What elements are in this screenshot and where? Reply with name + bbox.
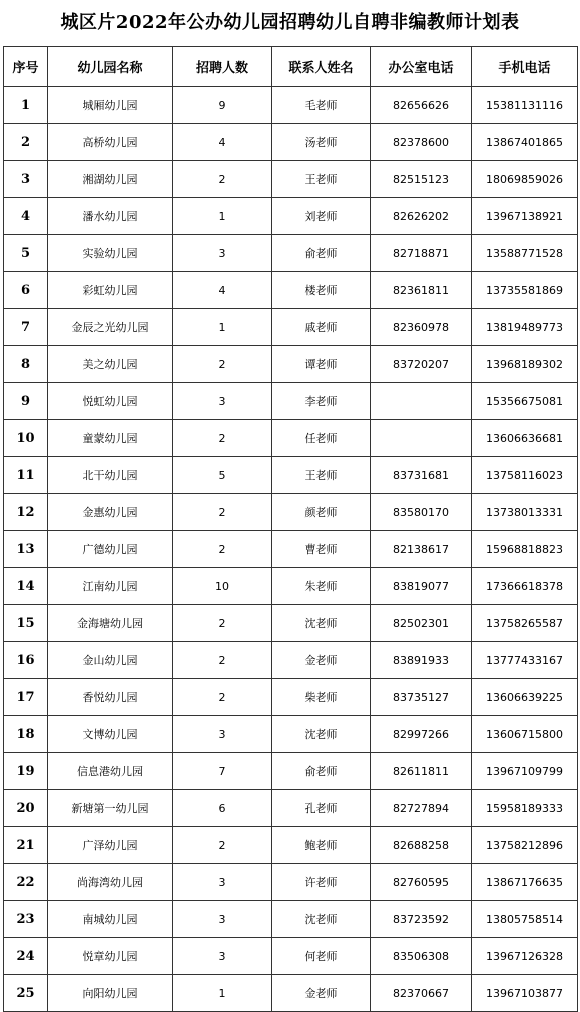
cell-seq: 4 xyxy=(4,198,48,235)
table-row xyxy=(4,901,578,938)
cell-mobile-phone: 15958189333 xyxy=(472,790,578,827)
cell-seq: 19 xyxy=(4,753,48,790)
cell-kindergarten-name: 江南幼儿园 xyxy=(48,568,173,605)
cell-mobile-phone: 13606715800 xyxy=(472,716,578,753)
cell-mobile-phone: 13777433167 xyxy=(472,642,578,679)
cell-contact-name: 柴老师 xyxy=(272,679,371,716)
table-row xyxy=(4,975,578,1012)
cell-mobile-phone: 13606639225 xyxy=(472,679,578,716)
cell-mobile-phone: 13967138921 xyxy=(472,198,578,235)
header-seq: 序号 xyxy=(4,47,48,87)
cell-recruit-count: 7 xyxy=(173,753,272,790)
cell-office-phone: 83735127 xyxy=(371,679,472,716)
cell-mobile-phone: 18069859026 xyxy=(472,161,578,198)
cell-seq: 5 xyxy=(4,235,48,272)
cell-mobile-phone: 15356675081 xyxy=(472,383,578,420)
header-mobile-phone: 手机电话 xyxy=(472,47,578,87)
cell-kindergarten-name: 城厢幼儿园 xyxy=(48,87,173,124)
cell-contact-name: 刘老师 xyxy=(272,198,371,235)
cell-kindergarten-name: 悦章幼儿园 xyxy=(48,938,173,975)
cell-mobile-phone: 13606636681 xyxy=(472,420,578,457)
table-row xyxy=(4,938,578,975)
cell-contact-name: 谭老师 xyxy=(272,346,371,383)
page-title: 城区片2022年公办幼儿园招聘幼儿自聘非编教师计划表 xyxy=(60,12,520,33)
cell-mobile-phone: 13758212896 xyxy=(472,827,578,864)
table-row xyxy=(4,494,578,531)
table-row xyxy=(4,272,578,309)
cell-mobile-phone: 15968818823 xyxy=(472,531,578,568)
table-row xyxy=(4,605,578,642)
cell-office-phone: 82611811 xyxy=(371,753,472,790)
cell-recruit-count: 1 xyxy=(173,975,272,1012)
cell-office-phone: 82727894 xyxy=(371,790,472,827)
cell-office-phone: 83720207 xyxy=(371,346,472,383)
cell-mobile-phone: 15381131116 xyxy=(472,87,578,124)
cell-office-phone xyxy=(371,383,472,420)
table-row xyxy=(4,457,578,494)
cell-contact-name: 颜老师 xyxy=(272,494,371,531)
cell-contact-name: 金老师 xyxy=(272,642,371,679)
cell-office-phone: 82760595 xyxy=(371,864,472,901)
cell-mobile-phone: 13967109799 xyxy=(472,753,578,790)
cell-seq: 23 xyxy=(4,901,48,938)
cell-contact-name: 许老师 xyxy=(272,864,371,901)
table-row xyxy=(4,346,578,383)
cell-kindergarten-name: 美之幼儿园 xyxy=(48,346,173,383)
cell-seq: 1 xyxy=(4,87,48,124)
cell-mobile-phone: 13867401865 xyxy=(472,124,578,161)
cell-kindergarten-name: 金惠幼儿园 xyxy=(48,494,173,531)
cell-seq: 7 xyxy=(4,309,48,346)
table-row xyxy=(4,87,578,124)
cell-contact-name: 王老师 xyxy=(272,457,371,494)
cell-seq: 21 xyxy=(4,827,48,864)
table-row xyxy=(4,716,578,753)
cell-kindergarten-name: 高桥幼儿园 xyxy=(48,124,173,161)
header-recruit-count: 招聘人数 xyxy=(173,47,272,87)
cell-contact-name: 王老师 xyxy=(272,161,371,198)
table-row xyxy=(4,198,578,235)
table-row xyxy=(4,642,578,679)
cell-recruit-count: 3 xyxy=(173,901,272,938)
cell-office-phone: 83891933 xyxy=(371,642,472,679)
cell-office-phone: 83723592 xyxy=(371,901,472,938)
cell-office-phone: 83580170 xyxy=(371,494,472,531)
cell-recruit-count: 2 xyxy=(173,531,272,568)
cell-recruit-count: 5 xyxy=(173,457,272,494)
cell-recruit-count: 2 xyxy=(173,642,272,679)
cell-contact-name: 曹老师 xyxy=(272,531,371,568)
cell-seq: 14 xyxy=(4,568,48,605)
cell-contact-name: 何老师 xyxy=(272,938,371,975)
cell-recruit-count: 2 xyxy=(173,420,272,457)
cell-contact-name: 沈老师 xyxy=(272,901,371,938)
cell-seq: 16 xyxy=(4,642,48,679)
cell-seq: 17 xyxy=(4,679,48,716)
cell-office-phone: 83731681 xyxy=(371,457,472,494)
cell-seq: 13 xyxy=(4,531,48,568)
cell-seq: 12 xyxy=(4,494,48,531)
cell-recruit-count: 9 xyxy=(173,87,272,124)
cell-mobile-phone: 13867176635 xyxy=(472,864,578,901)
cell-contact-name: 汤老师 xyxy=(272,124,371,161)
cell-seq: 18 xyxy=(4,716,48,753)
cell-seq: 2 xyxy=(4,124,48,161)
table-row xyxy=(4,383,578,420)
cell-contact-name: 鲍老师 xyxy=(272,827,371,864)
cell-contact-name: 俞老师 xyxy=(272,235,371,272)
table-row xyxy=(4,124,578,161)
recruitment-table xyxy=(3,46,578,1012)
header-kindergarten-name: 幼儿园名称 xyxy=(48,47,173,87)
cell-contact-name: 金老师 xyxy=(272,975,371,1012)
cell-kindergarten-name: 潘水幼儿园 xyxy=(48,198,173,235)
cell-recruit-count: 2 xyxy=(173,605,272,642)
cell-recruit-count: 1 xyxy=(173,309,272,346)
cell-recruit-count: 2 xyxy=(173,494,272,531)
header-contact-name: 联系人姓名 xyxy=(272,47,371,87)
cell-contact-name: 沈老师 xyxy=(272,605,371,642)
cell-contact-name: 李老师 xyxy=(272,383,371,420)
header-office-phone: 办公室电话 xyxy=(371,47,472,87)
cell-kindergarten-name: 湘湖幼儿园 xyxy=(48,161,173,198)
cell-contact-name: 俞老师 xyxy=(272,753,371,790)
cell-recruit-count: 1 xyxy=(173,198,272,235)
table-row xyxy=(4,309,578,346)
cell-contact-name: 戚老师 xyxy=(272,309,371,346)
cell-contact-name: 毛老师 xyxy=(272,87,371,124)
cell-recruit-count: 3 xyxy=(173,383,272,420)
cell-kindergarten-name: 广泽幼儿园 xyxy=(48,827,173,864)
table-row xyxy=(4,790,578,827)
cell-contact-name: 楼老师 xyxy=(272,272,371,309)
cell-recruit-count: 4 xyxy=(173,124,272,161)
cell-contact-name: 任老师 xyxy=(272,420,371,457)
table-row xyxy=(4,531,578,568)
cell-recruit-count: 3 xyxy=(173,938,272,975)
cell-kindergarten-name: 广德幼儿园 xyxy=(48,531,173,568)
cell-kindergarten-name: 尚海湾幼儿园 xyxy=(48,864,173,901)
table-row xyxy=(4,753,578,790)
cell-contact-name: 朱老师 xyxy=(272,568,371,605)
cell-kindergarten-name: 金海塘幼儿园 xyxy=(48,605,173,642)
table-row xyxy=(4,420,578,457)
cell-contact-name: 孔老师 xyxy=(272,790,371,827)
cell-mobile-phone: 13758116023 xyxy=(472,457,578,494)
cell-office-phone: 82626202 xyxy=(371,198,472,235)
cell-kindergarten-name: 悦虹幼儿园 xyxy=(48,383,173,420)
table-row xyxy=(4,827,578,864)
cell-seq: 20 xyxy=(4,790,48,827)
cell-office-phone: 82360978 xyxy=(371,309,472,346)
cell-mobile-phone: 17366618378 xyxy=(472,568,578,605)
cell-seq: 3 xyxy=(4,161,48,198)
cell-seq: 22 xyxy=(4,864,48,901)
cell-kindergarten-name: 文博幼儿园 xyxy=(48,716,173,753)
cell-seq: 9 xyxy=(4,383,48,420)
cell-mobile-phone: 13968189302 xyxy=(472,346,578,383)
cell-seq: 6 xyxy=(4,272,48,309)
cell-office-phone: 82138617 xyxy=(371,531,472,568)
table-row xyxy=(4,679,578,716)
cell-recruit-count: 2 xyxy=(173,346,272,383)
cell-recruit-count: 3 xyxy=(173,235,272,272)
cell-kindergarten-name: 新塘第一幼儿园 xyxy=(48,790,173,827)
cell-kindergarten-name: 童蒙幼儿园 xyxy=(48,420,173,457)
cell-recruit-count: 3 xyxy=(173,716,272,753)
table-body xyxy=(4,87,578,1012)
cell-recruit-count: 10 xyxy=(173,568,272,605)
cell-seq: 8 xyxy=(4,346,48,383)
cell-seq: 10 xyxy=(4,420,48,457)
cell-office-phone xyxy=(371,420,472,457)
cell-recruit-count: 6 xyxy=(173,790,272,827)
cell-recruit-count: 3 xyxy=(173,864,272,901)
cell-mobile-phone: 13805758514 xyxy=(472,901,578,938)
table-header-row xyxy=(4,47,578,87)
cell-mobile-phone: 13967126328 xyxy=(472,938,578,975)
cell-office-phone: 82370667 xyxy=(371,975,472,1012)
table-row xyxy=(4,161,578,198)
cell-kindergarten-name: 金山幼儿园 xyxy=(48,642,173,679)
cell-mobile-phone: 13738013331 xyxy=(472,494,578,531)
cell-office-phone: 82656626 xyxy=(371,87,472,124)
cell-kindergarten-name: 向阳幼儿园 xyxy=(48,975,173,1012)
cell-seq: 25 xyxy=(4,975,48,1012)
cell-mobile-phone: 13735581869 xyxy=(472,272,578,309)
cell-kindergarten-name: 彩虹幼儿园 xyxy=(48,272,173,309)
cell-kindergarten-name: 北干幼儿园 xyxy=(48,457,173,494)
cell-kindergarten-name: 实验幼儿园 xyxy=(48,235,173,272)
cell-office-phone: 82515123 xyxy=(371,161,472,198)
cell-recruit-count: 2 xyxy=(173,161,272,198)
cell-contact-name: 沈老师 xyxy=(272,716,371,753)
cell-kindergarten-name: 金辰之光幼儿园 xyxy=(48,309,173,346)
cell-kindergarten-name: 南城幼儿园 xyxy=(48,901,173,938)
cell-mobile-phone: 13758265587 xyxy=(472,605,578,642)
cell-mobile-phone: 13588771528 xyxy=(472,235,578,272)
cell-recruit-count: 2 xyxy=(173,679,272,716)
cell-recruit-count: 4 xyxy=(173,272,272,309)
cell-office-phone: 82502301 xyxy=(371,605,472,642)
cell-recruit-count: 2 xyxy=(173,827,272,864)
table-row xyxy=(4,235,578,272)
cell-office-phone: 83819077 xyxy=(371,568,472,605)
cell-office-phone: 82688258 xyxy=(371,827,472,864)
cell-seq: 15 xyxy=(4,605,48,642)
cell-office-phone: 83506308 xyxy=(371,938,472,975)
cell-kindergarten-name: 香悦幼儿园 xyxy=(48,679,173,716)
cell-mobile-phone: 13967103877 xyxy=(472,975,578,1012)
cell-kindergarten-name: 信息港幼儿园 xyxy=(48,753,173,790)
cell-office-phone: 82997266 xyxy=(371,716,472,753)
cell-seq: 24 xyxy=(4,938,48,975)
table-row xyxy=(4,568,578,605)
cell-office-phone: 82361811 xyxy=(371,272,472,309)
cell-office-phone: 82718871 xyxy=(371,235,472,272)
cell-mobile-phone: 13819489773 xyxy=(472,309,578,346)
cell-office-phone: 82378600 xyxy=(371,124,472,161)
cell-seq: 11 xyxy=(4,457,48,494)
table-row xyxy=(4,864,578,901)
